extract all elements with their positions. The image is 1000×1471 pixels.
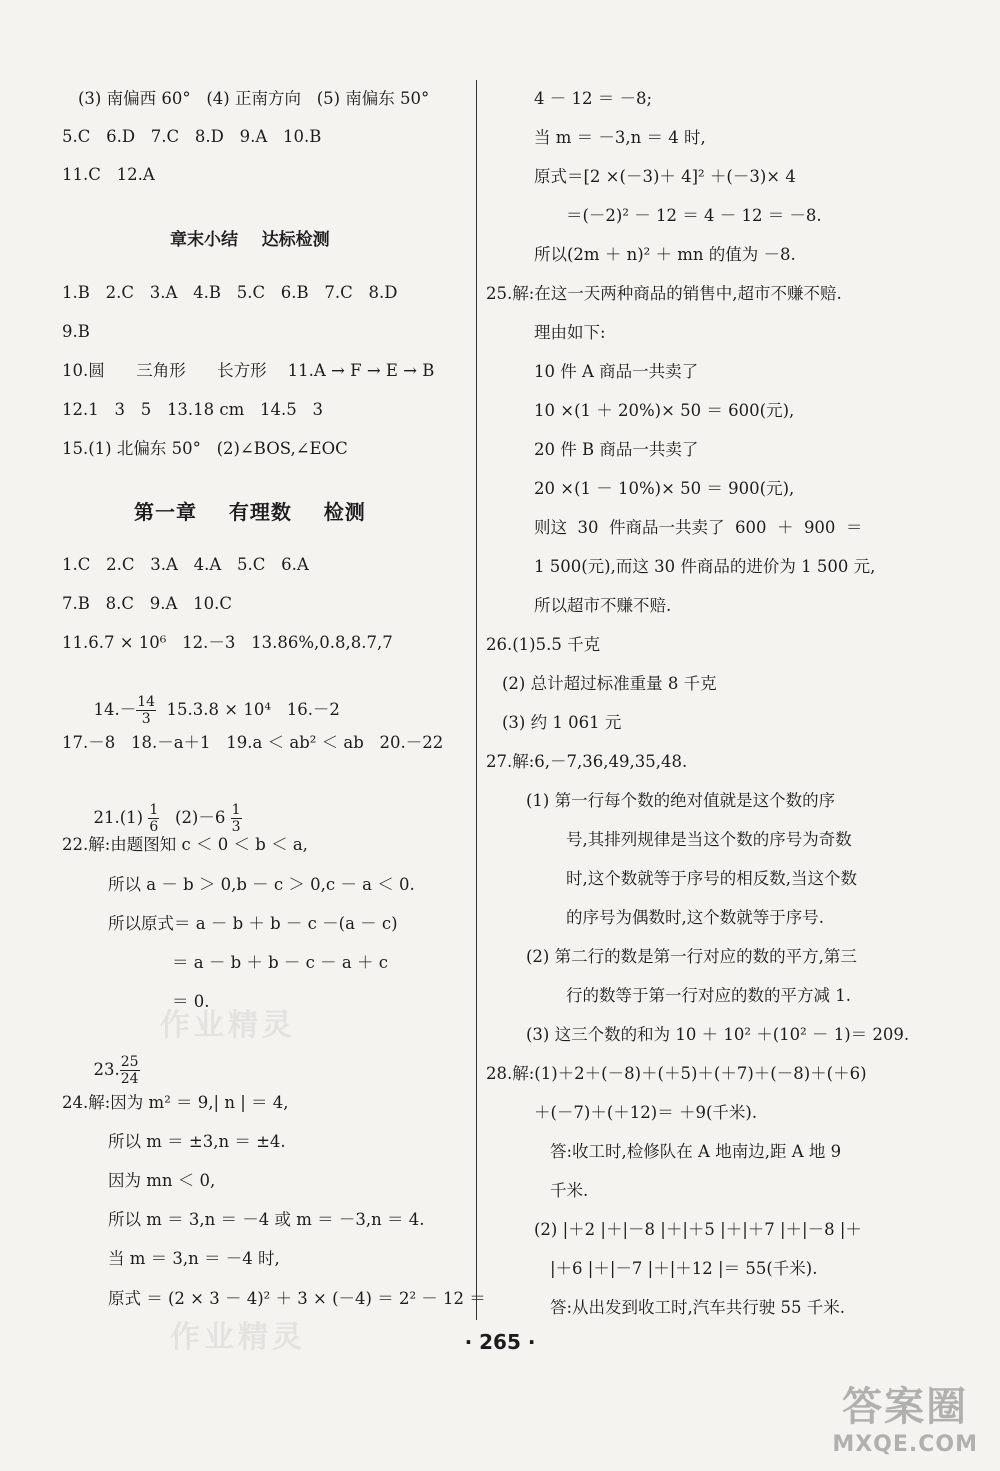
answer-text: 15.3.8 × 10⁴ 16.－2 — [156, 700, 340, 719]
answer-line: 所以(2m ＋ n)² ＋ mn 的值为 －8. — [534, 245, 796, 264]
answer-line: 当 m ＝ －3,n ＝ 4 时, — [534, 128, 706, 147]
watermark-logo-url: MXQE.COM — [832, 1432, 978, 1457]
answer-line: 因为 mn ＜ 0, — [108, 1171, 216, 1190]
answer-line: 10.圆 三角形 长方形 11.A → F → E → B — [62, 361, 435, 380]
answer-line: (1) 第一行每个数的绝对值就是这个数的序 — [526, 791, 836, 810]
answer-line: 理由如下: — [534, 323, 606, 342]
answer-line: 所以超市不赚不赔. — [534, 596, 672, 615]
answer-line: 11.C 12.A — [62, 165, 155, 184]
answer-line: ＋(－7)＋(＋12)＝ ＋9(千米). — [534, 1103, 758, 1122]
answer-line: 27.解:6,－7,36,49,35,48. — [486, 752, 688, 771]
fraction — [148, 802, 159, 835]
answer-line: 5.C 6.D 7.C 8.D 9.A 10.B — [62, 127, 322, 146]
answer-line: 所以 m ＝ 3,n ＝ －4 或 m ＝ －3,n ＝ 4. — [108, 1210, 425, 1229]
answer-text: 21.(1) — [93, 808, 149, 827]
answer-line: 7.B 8.C 9.A 10.C — [62, 594, 232, 613]
section-heading: 章末小结 达标检测 — [170, 230, 330, 250]
answer-line: (2) 总计超过标准重量 8 千克 — [502, 674, 717, 693]
answer-line: 26.(1)5.5 千克 — [486, 635, 601, 654]
answer-line: 22.解:由题图知 c ＜ 0 ＜ b ＜ a, — [62, 835, 308, 854]
answer-line: 25.解:在这一天两种商品的销售中,超市不赚不赔. — [486, 284, 842, 303]
answer-line: 答:从出发到收工时,汽车共行驶 55 千米. — [550, 1298, 846, 1317]
answer-line: 10 件 A 商品一共卖了 — [534, 362, 699, 381]
answer-line: ＝ 0. — [172, 992, 210, 1011]
answer-line: 原式 ＝ (2 × 3 － 4)² ＋ 3 × (－4) ＝ 2² － 12 ＝ — [108, 1289, 486, 1308]
fraction-denominator: 3 — [231, 819, 241, 835]
fraction — [231, 802, 242, 835]
answer-text: 23. — [93, 1060, 120, 1079]
answer-line: 则这 30 件商品一共卖了 600 ＋ 900 ＝ — [534, 518, 863, 537]
fraction — [120, 1054, 140, 1087]
fraction-denominator: 3 — [141, 711, 151, 727]
answer-line: 1 500(元),而这 30 件商品的进价为 1 500 元, — [534, 557, 876, 576]
answer-line: 所以 m ＝ ±3,n ＝ ±4. — [108, 1132, 286, 1151]
answer-line: 17.－8 18.－a＋1 19.a ＜ ab² ＜ ab 20.－22 — [62, 733, 444, 752]
fraction-numerator: 1 — [231, 802, 241, 818]
answer-line: 时,这个数就等于序号的相反数,当这个数 — [566, 869, 857, 888]
answer-line: 10 ×(1 ＋ 20%)× 50 ＝ 600(元), — [534, 401, 795, 420]
answer-line: (2) 第二行的数是第一行对应的数的平方,第三 — [526, 947, 857, 966]
answer-line: 12.1 3 5 13.18 cm 14.5 3 — [62, 400, 324, 419]
answer-line: 4 － 12 ＝ －8; — [534, 89, 653, 108]
answer-line: 1.B 2.C 3.A 4.B 5.C 6.B 7.C 8.D — [62, 283, 398, 302]
chapter-heading: 第一章 有理数 检测 — [134, 500, 366, 524]
watermark-logo-text: 答案圈 — [842, 1384, 969, 1430]
fraction-numerator: 1 — [149, 802, 159, 818]
answer-line: 原式＝[2 ×(－3)＋ 4]² ＋(－3)× 4 — [534, 167, 796, 186]
answer-line: 20 件 B 商品一共卖了 — [534, 440, 699, 459]
watermark-stamp: 作业精灵 — [170, 1320, 306, 1355]
fraction-denominator: 6 — [149, 819, 159, 835]
answer-line: ＝ a － b ＋ b － c － a ＋ c — [172, 953, 388, 972]
answer-line: 11.6.7 × 10⁶ 12.－3 13.86%,0.8,8.7,7 — [62, 633, 393, 652]
fraction-numerator: 25 — [120, 1054, 139, 1070]
answer-line: 所以 a － b ＞ 0,b － c ＞ 0,c － a ＜ 0. — [108, 875, 415, 894]
watermark-stamp: 作业精灵 — [160, 1008, 296, 1043]
fraction-denominator: 24 — [120, 1071, 139, 1087]
answer-line: 当 m ＝ 3,n ＝ －4 时, — [108, 1249, 280, 1268]
answer-line: 的序号为偶数时,这个数就等于序号. — [566, 908, 824, 927]
answer-line: 所以原式＝ a － b ＋ b － c －(a － c) — [108, 914, 398, 933]
answer-line: 千米. — [550, 1181, 589, 1200]
page-number: · 265 · — [464, 1330, 536, 1354]
answer-line: ＝(－2)² － 12 ＝ 4 － 12 ＝ －8. — [566, 206, 822, 225]
answer-line: 15.(1) 北偏东 50° (2)∠BOS,∠EOC — [62, 439, 348, 458]
answer-text: 14.－ — [93, 700, 137, 719]
answer-line: 28.解:(1)＋2＋(－8)＋(＋5)＋(＋7)＋(－8)＋(＋6) — [486, 1064, 867, 1083]
answer-line: 9.B — [62, 322, 90, 341]
answer-line: (3) 约 1 061 元 — [502, 713, 622, 732]
answer-text: (2)－6 — [159, 808, 231, 827]
answer-line: 1.C 2.C 3.A 4.A 5.C 6.A — [62, 555, 309, 574]
fraction — [136, 694, 156, 727]
answer-line: 20 ×(1 － 10%)× 50 ＝ 900(元), — [534, 479, 795, 498]
answer-line: |＋6 |＋|－7 |＋|＋12 |＝ 55(千米). — [550, 1259, 818, 1278]
fraction-numerator: 14 — [137, 694, 156, 710]
answer-line: 24.解:因为 m² ＝ 9,| n | ＝ 4, — [62, 1093, 289, 1112]
answer-line: 行的数等于第一行对应的数的平方减 1. — [566, 986, 851, 1005]
answer-line: (2) |＋2 |＋|－8 |＋|＋5 |＋|＋7 |＋|－8 |＋ — [534, 1220, 862, 1239]
answer-line: (3) 这三个数的和为 10 ＋ 10² ＋(10² － 1)＝ 209. — [526, 1025, 910, 1044]
answer-line: 答:收工时,检修队在 A 地南边,距 A 地 9 — [550, 1142, 842, 1161]
column-divider — [476, 80, 477, 1320]
site-watermark-logo — [832, 1375, 978, 1457]
answer-line: 号,其排列规律是当这个数的序号为奇数 — [566, 830, 852, 849]
answer-line: (3) 南偏西 60° (4) 正南方向 (5) 南偏东 50° — [78, 89, 430, 108]
